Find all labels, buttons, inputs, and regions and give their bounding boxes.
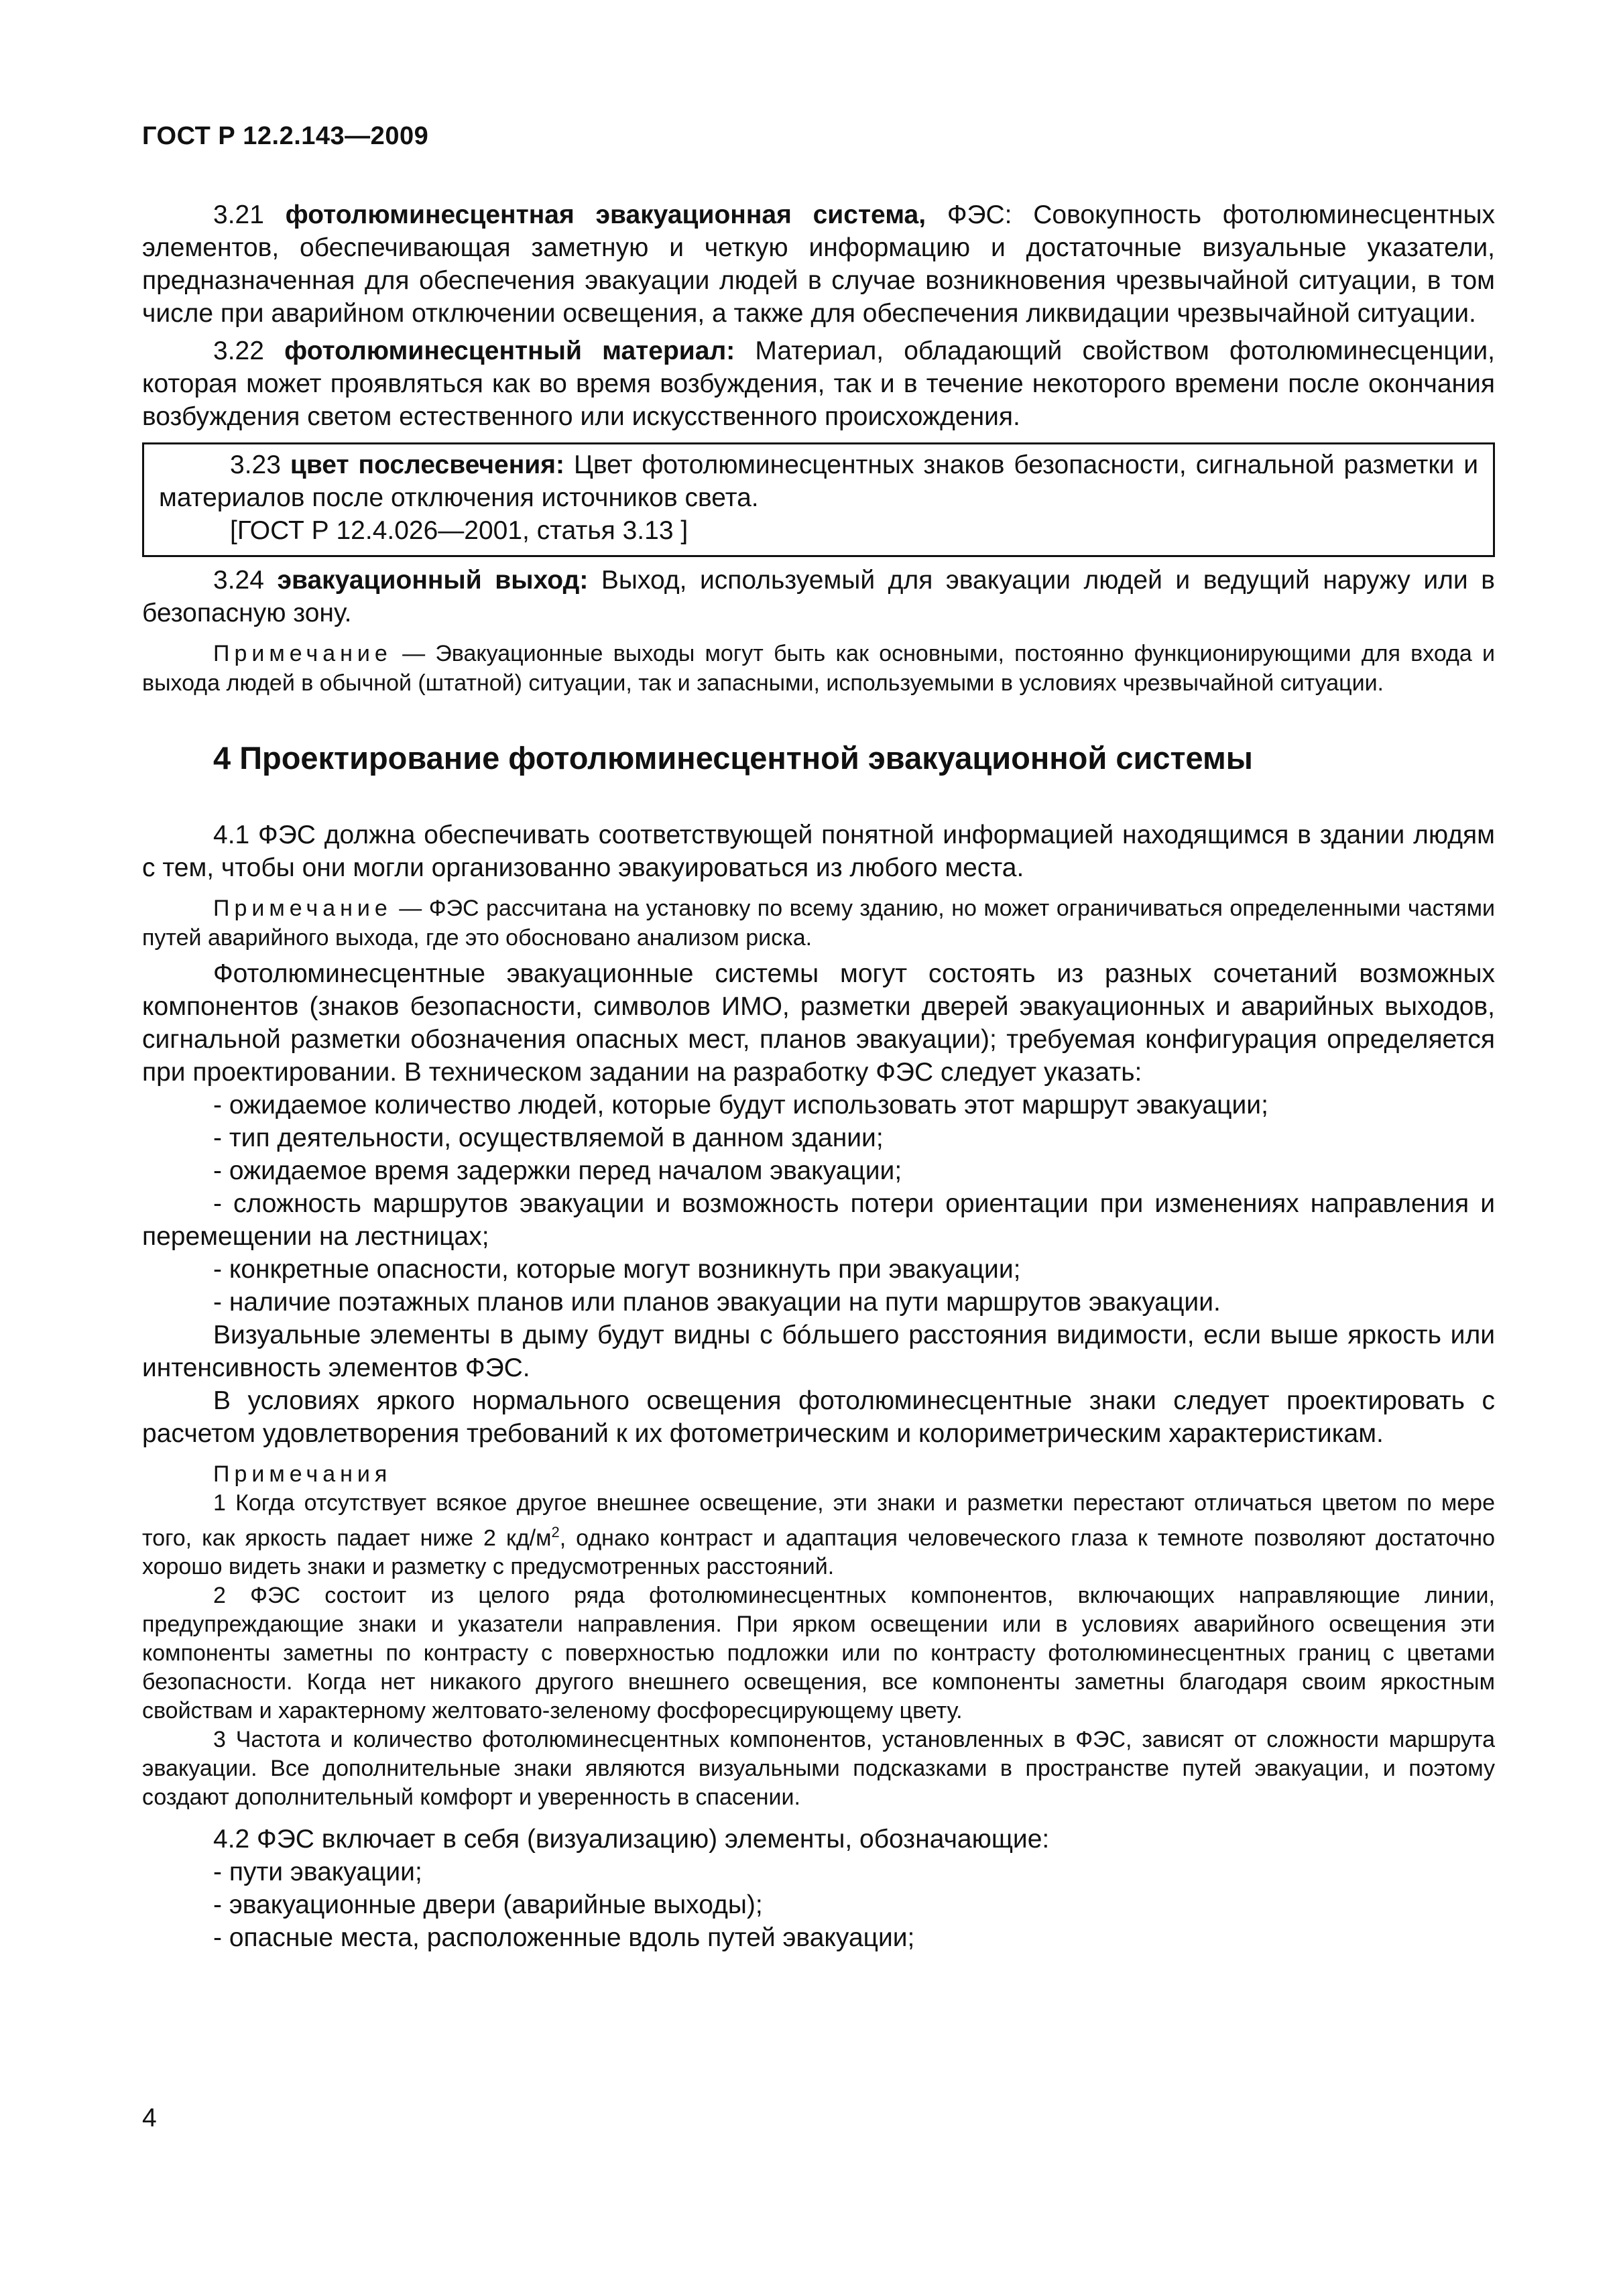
list-item: - сложность маршрутов эвакуации и возможность потери ориентации при изменениях направления и перемещении на лестницах;: [142, 1189, 1495, 1251]
list-item: - наличие поэтажных планов или планов эвакуации на пути маршрутов эвакуации.: [213, 1288, 1221, 1317]
term-name: эвакуационный выход:: [277, 566, 589, 595]
note-4-1: [142, 894, 1495, 953]
term-3-21: [142, 198, 1495, 330]
note-text: 1 Когда отсутствует всякое другое внешнее освещение, эти знаки и разметки перестают отличаться цветом по мере того, как яркость падает ниже 2 кд/м: [142, 1490, 1495, 1551]
term-number: 3.24: [213, 566, 278, 595]
paragraph-components: Фотолюминесцентные эвакуационные системы могут состоять из разных сочетаний возможных компонентов (знаков безопасности, символов ИМО, разметки дверей эвакуационных и аварийных выходов, сигнальной разметки обозначения опасных мест, планов эвакуации); требуемая конфигурация определяется при проектировании. В техническом задании на разработку ФЭС следует указать:: [142, 959, 1495, 1087]
term-name: фотолюминесцентная эвакуационная система,: [285, 200, 926, 229]
term-name: цвет послесвечения:: [290, 450, 565, 479]
note-1: [142, 1489, 1495, 1581]
note-text: — Эвакуационные выходы могут быть как основными, постоянно функционирующими для входа и выхода людей в обычной (штатной) ситуации, так и запасными, используемыми в условиях чрезвычайной ситуации.: [142, 641, 1495, 696]
requirements-list: [142, 1089, 1495, 1319]
paragraph-smoke: Визуальные элементы в дыму будут видны с бóльшего расстояния видимости, если выше яркость или интенсивность элементов ФЭС.: [142, 1321, 1495, 1382]
elements-list: [142, 1856, 1495, 1954]
term-number: 3.23: [230, 450, 290, 479]
term-definition: ФЭС: Совокупность фотолюминесцентных элементов, обеспечивающая заметную и четкую информацию и достаточные визуальные указатели, предназначенная для обеспечения эвакуации людей в случае возникновения чрезвычайной ситуации, в том числе при аварийном отключении освещения, а также для обеспечения ликвидации чрезвычайной ситуации.: [142, 200, 1495, 328]
list-item: - пути эвакуации;: [213, 1858, 422, 1887]
paragraph-bright-lighting: В условиях яркого нормального освещения фотолюминесцентные знаки следует проектировать с расчетом удовлетворения требований к их фотометрическим и колориметрическим характеристикам.: [142, 1386, 1495, 1448]
list-item: - тип деятельности, осуществляемой в данном здании;: [213, 1124, 884, 1152]
term-number: 3.22: [213, 337, 285, 365]
paragraph-4-2: 4.2 ФЭС включает в себя (визуализацию) элементы, обозначающие:: [213, 1825, 1050, 1854]
term-3-23: [159, 448, 1478, 514]
page-content: [142, 198, 1495, 1954]
note-text: — ФЭС рассчитана на установку по всему зданию, но может ограничиваться определенными частями путей аварийного выхода, где это обосновано анализом риска.: [142, 896, 1495, 951]
term-definition: Материал, обладающий свойством фотолюминесценции, которая может проявляться как во время возбуждения, так и в течение некоторого времени после окончания возбуждения светом естественного или искусственного происхождения.: [142, 337, 1495, 431]
note-3: 3 Частота и количество фотолюминесцентных компонентов, установленных в ФЭС, зависят от сложности маршрута эвакуации. Все дополнительные знаки являются визуальными подсказками в пространстве путей эвакуации, и поэтому создают дополнительный комфорт и уверенность в спасении.: [142, 1727, 1495, 1811]
note-label: Примечание: [213, 641, 392, 666]
term-reference: [ГОСТ Р 12.4.026—2001, статья 3.13 ]: [230, 516, 688, 545]
term-3-23-box: [142, 442, 1495, 557]
list-item: - эвакуационные двери (аварийные выходы);: [213, 1890, 763, 1920]
term-3-24: [142, 564, 1495, 629]
paragraph-4-1: 4.1 ФЭС должна обеспечивать соответствующей понятной информацией находящимся в здании людям с тем, чтобы они могли организованно эвакуироваться из любого места.: [142, 821, 1495, 882]
term-number: 3.21: [213, 200, 286, 229]
note-2: 2 ФЭС состоит из целого ряда фотолюминесцентных компонентов, включающих направляющие линии, предупреждающие знаки и указатели направления. При ярком освещении или в условиях аварийного освещения эти компоненты заметны по контрасту с поверхностью подложки или по контрасту фотолюминесцентных границ с цветами безопасности. Когда нет никакого другого внешнего освещения, все компоненты заметны благодаря своим яркостным свойствам и характерному желтовато-зеленому фосфоресцирующему цвету.: [142, 1583, 1495, 1724]
list-item: - ожидаемое количество людей, которые будут использовать этот маршрут эвакуации;: [213, 1091, 1268, 1120]
note-label: Примечание: [213, 896, 392, 921]
list-item: - ожидаемое время задержки перед началом эвакуации;: [213, 1156, 902, 1185]
term-definition: Цвет фотолюминесцентных знаков безопасности, сигнальной разметки и материалов после отключения источников света.: [159, 450, 1478, 512]
note-3-24: [142, 639, 1495, 698]
term-definition: Выход, используемый для эвакуации людей и ведущий наружу или в безопасную зону.: [142, 566, 1495, 627]
superscript: 2: [551, 1524, 560, 1540]
section-4-heading: 4 Проектирование фотолюминесцентной эвакуационной системы: [213, 740, 1253, 776]
page-number: 4: [142, 2104, 157, 2132]
notes-label: Примечания: [213, 1461, 392, 1487]
term-name: фотолюминесцентный материал:: [284, 337, 735, 365]
list-item: - конкретные опасности, которые могут возникнуть при эвакуации;: [213, 1255, 1021, 1284]
term-3-22: [142, 335, 1495, 433]
list-item: - опасные места, расположенные вдоль путей эвакуации;: [213, 1923, 915, 1953]
note-text: , однако контраст и адаптация человеческого глаза к темноте позволяют достаточно хорошо видеть знаки и разметку с предусмотренных расстояний.: [142, 1525, 1495, 1580]
page-header: ГОСТ Р 12.2.143—2009: [142, 122, 429, 150]
notes-heading: [142, 1459, 1495, 1489]
